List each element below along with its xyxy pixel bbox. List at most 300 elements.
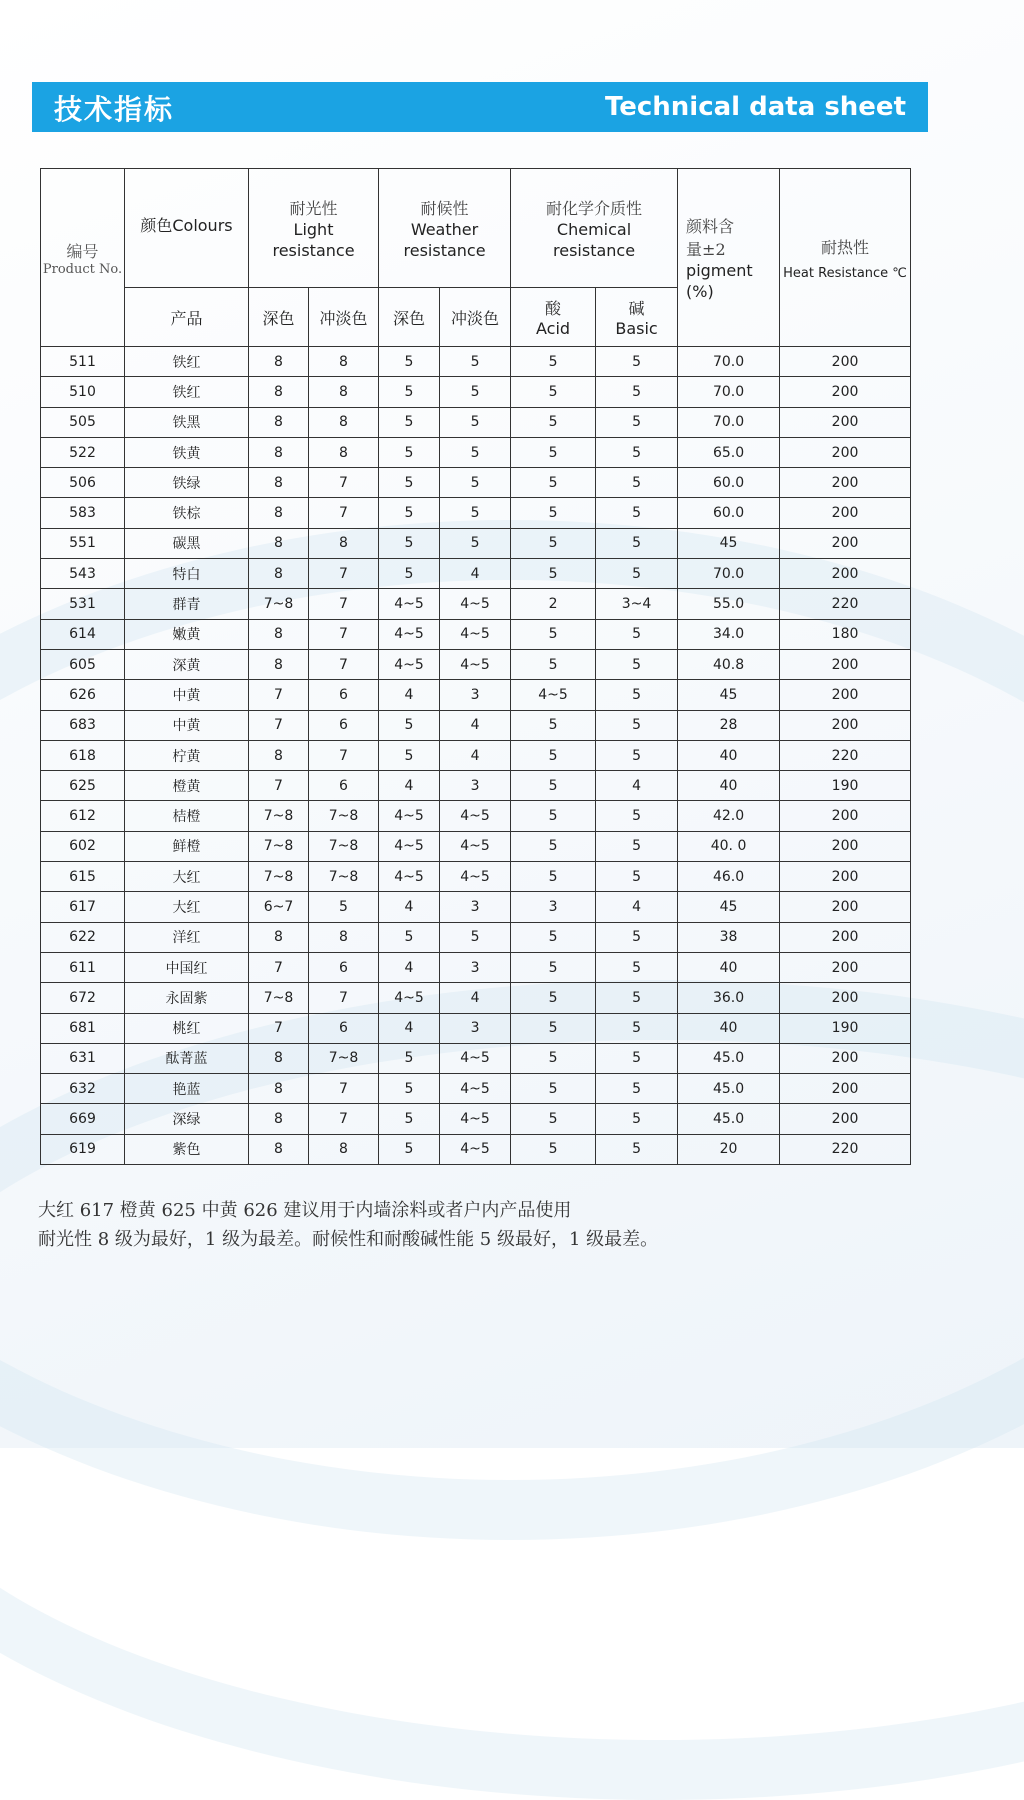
cell-heat: 200 — [780, 559, 911, 589]
header-bar — [32, 82, 928, 132]
cell-basic: 4 — [596, 771, 678, 801]
cell-weather-tint: 4~5 — [440, 1104, 511, 1134]
cell-product-no: 605 — [41, 649, 125, 679]
cell-acid: 5 — [511, 347, 596, 377]
cell-light-tint: 7 — [309, 740, 379, 770]
cell-pigment: 70.0 — [678, 347, 780, 377]
cell-light-dark: 8 — [249, 377, 309, 407]
cell-light-tint: 8 — [309, 407, 379, 437]
table-body — [41, 347, 911, 1165]
cell-weather-tint: 3 — [440, 771, 511, 801]
cell-basic: 5 — [596, 528, 678, 558]
header-pigment-cn2: 量±2 — [686, 239, 726, 259]
cell-pigment: 55.0 — [678, 589, 780, 619]
cell-light-tint: 6 — [309, 952, 379, 982]
subheader-light-tint: 冲淡色 — [309, 288, 379, 347]
cell-light-tint: 7~8 — [309, 801, 379, 831]
cell-acid: 2 — [511, 589, 596, 619]
cell-acid: 4~5 — [511, 680, 596, 710]
table-row — [41, 1043, 911, 1073]
cell-weather-dark: 5 — [379, 347, 440, 377]
cell-product-no: 626 — [41, 680, 125, 710]
cell-light-dark: 7~8 — [249, 801, 309, 831]
cell-basic: 5 — [596, 952, 678, 982]
cell-product-no: 531 — [41, 589, 125, 619]
cell-heat: 200 — [780, 377, 911, 407]
cell-heat: 200 — [780, 922, 911, 952]
cell-weather-tint: 4~5 — [440, 649, 511, 679]
table-row — [41, 347, 911, 377]
cell-product-no: 543 — [41, 559, 125, 589]
cell-product-name: 铁红 — [125, 377, 249, 407]
cell-heat: 220 — [780, 589, 911, 619]
cell-acid: 5 — [511, 1104, 596, 1134]
cell-product-no: 618 — [41, 740, 125, 770]
table-row — [41, 437, 911, 467]
cell-light-dark: 7 — [249, 710, 309, 740]
cell-acid: 5 — [511, 528, 596, 558]
cell-acid: 3 — [511, 892, 596, 922]
cell-basic: 5 — [596, 922, 678, 952]
cell-light-dark: 8 — [249, 740, 309, 770]
cell-pigment: 45 — [678, 528, 780, 558]
cell-product-name: 中黄 — [125, 680, 249, 710]
cell-light-tint: 7 — [309, 559, 379, 589]
cell-light-tint: 7 — [309, 1074, 379, 1104]
cell-product-name: 铁红 — [125, 347, 249, 377]
cell-product-no: 631 — [41, 1043, 125, 1073]
cell-weather-dark: 4 — [379, 892, 440, 922]
subheader-product: 产品 — [125, 288, 249, 347]
cell-product-name: 橙黄 — [125, 771, 249, 801]
cell-heat: 200 — [780, 801, 911, 831]
header-pigment-en: pigment — [686, 260, 753, 280]
cell-pigment: 45.0 — [678, 1104, 780, 1134]
cell-weather-tint: 3 — [440, 952, 511, 982]
cell-light-dark: 8 — [249, 437, 309, 467]
cell-pigment: 40 — [678, 1013, 780, 1043]
cell-product-no: 506 — [41, 468, 125, 498]
cell-pigment: 60.0 — [678, 498, 780, 528]
cell-basic: 3~4 — [596, 589, 678, 619]
cell-basic: 5 — [596, 559, 678, 589]
cell-pigment: 60.0 — [678, 468, 780, 498]
subheader-basic-en: Basic — [615, 319, 658, 338]
cell-weather-dark: 5 — [379, 922, 440, 952]
cell-product-no: 683 — [41, 710, 125, 740]
table-row — [41, 1104, 911, 1134]
note-line-1: 大红 617 橙黄 625 中黄 626 建议用于内墙涂料或者户内产品使用 — [38, 1200, 572, 1221]
cell-pigment: 45 — [678, 892, 780, 922]
cell-weather-dark: 5 — [379, 1043, 440, 1073]
cell-weather-tint: 3 — [440, 1013, 511, 1043]
cell-light-tint: 8 — [309, 377, 379, 407]
table-row — [41, 407, 911, 437]
cell-product-name: 酞菁蓝 — [125, 1043, 249, 1073]
subheader-basic — [596, 288, 678, 347]
header-pigment-unit: (%) — [686, 281, 714, 301]
cell-light-tint: 6 — [309, 710, 379, 740]
table-row — [41, 1074, 911, 1104]
cell-basic: 5 — [596, 1074, 678, 1104]
cell-product-no: 672 — [41, 983, 125, 1013]
cell-product-name: 碳黑 — [125, 528, 249, 558]
cell-weather-tint: 4~5 — [440, 1134, 511, 1164]
cell-weather-dark: 4~5 — [379, 983, 440, 1013]
cell-light-tint: 8 — [309, 347, 379, 377]
cell-heat: 180 — [780, 619, 911, 649]
cell-light-dark: 8 — [249, 1074, 309, 1104]
cell-product-name: 桃红 — [125, 1013, 249, 1043]
cell-acid: 5 — [511, 983, 596, 1013]
subheader-light-dark: 深色 — [249, 288, 309, 347]
cell-weather-dark: 5 — [379, 1134, 440, 1164]
cell-weather-dark: 4~5 — [379, 619, 440, 649]
cell-weather-dark: 5 — [379, 377, 440, 407]
cell-light-dark: 8 — [249, 1134, 309, 1164]
cell-light-dark: 7 — [249, 771, 309, 801]
cell-light-tint: 7~8 — [309, 831, 379, 861]
table-row — [41, 1134, 911, 1164]
cell-weather-dark: 5 — [379, 468, 440, 498]
cell-light-dark: 8 — [249, 1043, 309, 1073]
cell-light-tint: 7 — [309, 983, 379, 1013]
cell-heat: 220 — [780, 740, 911, 770]
cell-light-tint: 6 — [309, 680, 379, 710]
header-heat-cn: 耐热性 — [821, 237, 870, 257]
cell-product-no: 551 — [41, 528, 125, 558]
cell-product-no: 602 — [41, 831, 125, 861]
header-light-resistance — [249, 169, 379, 288]
cell-acid: 5 — [511, 377, 596, 407]
cell-light-tint: 8 — [309, 1134, 379, 1164]
table-row — [41, 892, 911, 922]
cell-light-tint: 8 — [309, 528, 379, 558]
cell-basic: 5 — [596, 1104, 678, 1134]
cell-product-name: 特白 — [125, 559, 249, 589]
cell-weather-tint: 5 — [440, 922, 511, 952]
cell-basic: 5 — [596, 347, 678, 377]
cell-weather-tint: 4 — [440, 983, 511, 1013]
cell-product-no: 669 — [41, 1104, 125, 1134]
cell-basic: 5 — [596, 437, 678, 467]
cell-basic: 5 — [596, 801, 678, 831]
cell-product-name: 中国红 — [125, 952, 249, 982]
cell-pigment: 40. 0 — [678, 831, 780, 861]
cell-light-dark: 8 — [249, 468, 309, 498]
header-heat-resistance — [780, 169, 911, 347]
cell-product-name: 群青 — [125, 589, 249, 619]
cell-product-no: 522 — [41, 437, 125, 467]
cell-light-dark: 7 — [249, 952, 309, 982]
subheader-weather-dark: 深色 — [379, 288, 440, 347]
cell-heat: 200 — [780, 952, 911, 982]
cell-product-name: 艳蓝 — [125, 1074, 249, 1104]
cell-acid: 5 — [511, 437, 596, 467]
cell-pigment: 40.8 — [678, 649, 780, 679]
cell-light-dark: 7~8 — [249, 831, 309, 861]
cell-product-no: 617 — [41, 892, 125, 922]
cell-acid: 5 — [511, 649, 596, 679]
cell-weather-tint: 5 — [440, 437, 511, 467]
cell-light-dark: 8 — [249, 407, 309, 437]
cell-basic: 5 — [596, 740, 678, 770]
cell-light-dark: 8 — [249, 347, 309, 377]
cell-acid: 5 — [511, 619, 596, 649]
cell-product-no: 681 — [41, 1013, 125, 1043]
cell-acid: 5 — [511, 801, 596, 831]
cell-basic: 5 — [596, 1134, 678, 1164]
cell-heat: 200 — [780, 528, 911, 558]
table-row — [41, 831, 911, 861]
cell-light-tint: 7 — [309, 589, 379, 619]
cell-weather-tint: 5 — [440, 498, 511, 528]
cell-product-no: 510 — [41, 377, 125, 407]
cell-heat: 200 — [780, 468, 911, 498]
header-product-no-en: Product No. — [42, 261, 123, 277]
cell-acid: 5 — [511, 1134, 596, 1164]
cell-product-name: 铁棕 — [125, 498, 249, 528]
cell-weather-tint: 5 — [440, 377, 511, 407]
table-row — [41, 862, 911, 892]
cell-weather-dark: 5 — [379, 1104, 440, 1134]
header-heat-en: Heat Resistance ℃ — [783, 265, 907, 281]
subheader-acid-cn: 酸 — [545, 299, 562, 318]
cell-product-no: 505 — [41, 407, 125, 437]
header-weather-en2: resistance — [403, 240, 486, 260]
cell-weather-dark: 4 — [379, 680, 440, 710]
cell-weather-tint: 4~5 — [440, 862, 511, 892]
subheader-basic-cn: 碱 — [628, 299, 645, 318]
cell-basic: 5 — [596, 831, 678, 861]
cell-heat: 200 — [780, 1074, 911, 1104]
cell-product-no: 511 — [41, 347, 125, 377]
table-row — [41, 771, 911, 801]
cell-product-name: 深绿 — [125, 1104, 249, 1134]
cell-light-dark: 7 — [249, 680, 309, 710]
cell-weather-dark: 4~5 — [379, 862, 440, 892]
cell-light-tint: 7~8 — [309, 1043, 379, 1073]
cell-product-name: 鲜橙 — [125, 831, 249, 861]
cell-heat: 220 — [780, 1134, 911, 1164]
cell-weather-tint: 4 — [440, 559, 511, 589]
cell-weather-dark: 4~5 — [379, 831, 440, 861]
cell-weather-dark: 5 — [379, 407, 440, 437]
table-row — [41, 559, 911, 589]
header-light-en2: resistance — [272, 240, 355, 260]
cell-product-name: 铁绿 — [125, 468, 249, 498]
header-chem-en1: Chemical — [556, 219, 632, 239]
cell-product-name: 深黄 — [125, 649, 249, 679]
cell-pigment: 40 — [678, 771, 780, 801]
subheader-acid-en: Acid — [536, 319, 571, 338]
cell-weather-dark: 5 — [379, 740, 440, 770]
cell-light-tint: 7~8 — [309, 862, 379, 892]
table-row — [41, 680, 911, 710]
header-colours-label: 颜色Colours — [140, 215, 233, 235]
cell-pigment: 70.0 — [678, 377, 780, 407]
cell-heat: 200 — [780, 407, 911, 437]
cell-weather-dark: 4~5 — [379, 801, 440, 831]
cell-basic: 4 — [596, 892, 678, 922]
cell-light-tint: 5 — [309, 892, 379, 922]
header-weather-cn: 耐候性 — [420, 198, 469, 218]
cell-acid: 5 — [511, 771, 596, 801]
cell-weather-dark: 5 — [379, 528, 440, 558]
cell-heat: 190 — [780, 771, 911, 801]
cell-weather-dark: 4 — [379, 952, 440, 982]
table-row — [41, 619, 911, 649]
cell-pigment: 34.0 — [678, 619, 780, 649]
subheader-weather-tint: 冲淡色 — [440, 288, 511, 347]
cell-acid: 5 — [511, 740, 596, 770]
cell-light-dark: 7 — [249, 1013, 309, 1043]
cell-weather-dark: 5 — [379, 498, 440, 528]
cell-product-no: 611 — [41, 952, 125, 982]
cell-heat: 190 — [780, 1013, 911, 1043]
cell-weather-dark: 5 — [379, 710, 440, 740]
cell-product-name: 大红 — [125, 892, 249, 922]
cell-weather-dark: 4~5 — [379, 649, 440, 679]
cell-light-dark: 8 — [249, 649, 309, 679]
cell-product-name: 中黄 — [125, 710, 249, 740]
cell-product-no: 625 — [41, 771, 125, 801]
header-title-cn: 技术指标 — [54, 93, 175, 126]
cell-heat: 200 — [780, 1043, 911, 1073]
cell-product-no: 632 — [41, 1074, 125, 1104]
cell-weather-dark: 5 — [379, 437, 440, 467]
cell-weather-tint: 5 — [440, 347, 511, 377]
cell-pigment: 70.0 — [678, 407, 780, 437]
cell-acid: 5 — [511, 862, 596, 892]
cell-heat: 200 — [780, 1104, 911, 1134]
cell-product-name: 洋红 — [125, 922, 249, 952]
cell-weather-tint: 3 — [440, 892, 511, 922]
cell-product-name: 紫色 — [125, 1134, 249, 1164]
cell-heat: 200 — [780, 831, 911, 861]
cell-pigment: 40 — [678, 740, 780, 770]
table-row — [41, 801, 911, 831]
cell-light-dark: 8 — [249, 922, 309, 952]
cell-product-name: 铁黑 — [125, 407, 249, 437]
cell-basic: 5 — [596, 649, 678, 679]
cell-basic: 5 — [596, 377, 678, 407]
cell-light-tint: 8 — [309, 437, 379, 467]
table-row — [41, 377, 911, 407]
cell-light-dark: 8 — [249, 619, 309, 649]
table-row — [41, 468, 911, 498]
cell-light-dark: 7~8 — [249, 862, 309, 892]
header-chem-cn: 耐化学介质性 — [546, 198, 643, 218]
cell-light-dark: 7~8 — [249, 589, 309, 619]
cell-product-name: 柠黄 — [125, 740, 249, 770]
header-light-cn: 耐光性 — [289, 198, 338, 218]
cell-pigment: 45.0 — [678, 1074, 780, 1104]
cell-pigment: 70.0 — [678, 559, 780, 589]
table-row — [41, 952, 911, 982]
table-row — [41, 498, 911, 528]
cell-pigment: 46.0 — [678, 862, 780, 892]
header-weather-en1: Weather — [410, 219, 479, 239]
cell-weather-tint: 5 — [440, 407, 511, 437]
cell-heat: 200 — [780, 498, 911, 528]
cell-pigment: 65.0 — [678, 437, 780, 467]
cell-pigment: 36.0 — [678, 983, 780, 1013]
table-row — [41, 710, 911, 740]
cell-light-dark: 8 — [249, 528, 309, 558]
cell-weather-tint: 4~5 — [440, 1074, 511, 1104]
cell-acid: 5 — [511, 468, 596, 498]
cell-pigment: 20 — [678, 1134, 780, 1164]
header-pigment-cn1: 颜料含 — [686, 216, 735, 236]
cell-heat: 200 — [780, 437, 911, 467]
cell-pigment: 38 — [678, 922, 780, 952]
cell-pigment: 40 — [678, 952, 780, 982]
cell-acid: 5 — [511, 1013, 596, 1043]
cell-basic: 5 — [596, 680, 678, 710]
cell-weather-dark: 5 — [379, 1074, 440, 1104]
cell-product-no: 614 — [41, 619, 125, 649]
header-pigment-content — [678, 169, 780, 347]
cell-basic: 5 — [596, 1013, 678, 1043]
header-chem-en2: resistance — [553, 240, 636, 260]
table-row — [41, 528, 911, 558]
cell-product-no: 619 — [41, 1134, 125, 1164]
cell-light-tint: 6 — [309, 1013, 379, 1043]
cell-product-name: 铁黄 — [125, 437, 249, 467]
cell-acid: 5 — [511, 498, 596, 528]
cell-acid: 5 — [511, 710, 596, 740]
cell-light-dark: 8 — [249, 1104, 309, 1134]
cell-basic: 5 — [596, 862, 678, 892]
cell-weather-tint: 4~5 — [440, 619, 511, 649]
header-chemical-resistance — [511, 169, 678, 288]
cell-basic: 5 — [596, 407, 678, 437]
cell-weather-tint: 4~5 — [440, 831, 511, 861]
cell-product-no: 612 — [41, 801, 125, 831]
subheader-acid — [511, 288, 596, 347]
cell-product-name: 永固紫 — [125, 983, 249, 1013]
table-row — [41, 922, 911, 952]
cell-weather-tint: 4~5 — [440, 589, 511, 619]
table-row — [41, 1013, 911, 1043]
cell-product-name: 大红 — [125, 862, 249, 892]
cell-basic: 5 — [596, 710, 678, 740]
header-product-no-cn: 编号 — [66, 241, 99, 261]
cell-heat: 200 — [780, 649, 911, 679]
cell-acid: 5 — [511, 831, 596, 861]
cell-basic: 5 — [596, 983, 678, 1013]
cell-product-no: 583 — [41, 498, 125, 528]
cell-light-tint: 7 — [309, 1104, 379, 1134]
cell-weather-tint: 5 — [440, 528, 511, 558]
cell-basic: 5 — [596, 619, 678, 649]
header-colours — [125, 169, 249, 288]
cell-acid: 5 — [511, 407, 596, 437]
cell-pigment: 45 — [678, 680, 780, 710]
cell-heat: 200 — [780, 862, 911, 892]
header-title-en: Technical data sheet — [604, 92, 906, 122]
cell-pigment: 45.0 — [678, 1043, 780, 1073]
table-row — [41, 983, 911, 1013]
cell-weather-tint: 4~5 — [440, 801, 511, 831]
technical-data-table — [40, 168, 911, 1165]
cell-product-name: 嫩黄 — [125, 619, 249, 649]
cell-pigment: 28 — [678, 710, 780, 740]
cell-light-tint: 8 — [309, 922, 379, 952]
cell-weather-dark: 4~5 — [379, 589, 440, 619]
cell-weather-tint: 4 — [440, 740, 511, 770]
